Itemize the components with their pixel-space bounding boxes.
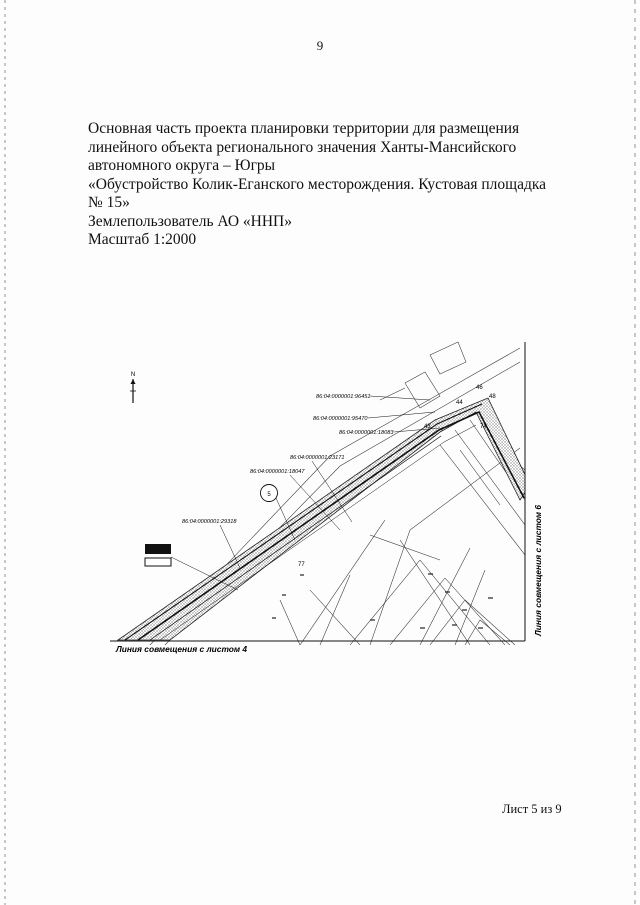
heading-line: автономного округа – Югры bbox=[88, 157, 276, 174]
heading-line: линейного объекта регионального значения Ханты-Мансийского bbox=[88, 138, 517, 156]
heading-line: № 15» bbox=[88, 194, 130, 211]
point-label: 77 bbox=[298, 562, 305, 568]
north-arrow-icon bbox=[130, 372, 136, 403]
match-line-right-label: Линия совмещения с листом 6 bbox=[533, 504, 543, 636]
parcel-label: 86:04:0000001:18083 bbox=[339, 430, 394, 436]
parcel-label: 86:04:0000001:96451 bbox=[316, 394, 371, 400]
point-label: 48 bbox=[489, 394, 496, 400]
scale-line: Масштаб 1:2000 bbox=[88, 231, 197, 248]
heading-line: Основная часть проекта планировки территории для размещения bbox=[88, 120, 520, 137]
parcel-label: 86:04:0000001:95470 bbox=[313, 416, 368, 422]
parcel-label: 86:04:0000001:18047 bbox=[250, 469, 305, 475]
point-label: 46 bbox=[476, 385, 483, 391]
parcel-label: 86:04:0000001:23171 bbox=[290, 455, 345, 461]
parcel-label: 86:04:0000001:29318 bbox=[182, 519, 237, 525]
heading-line: «Обустройство Колик-Еганского месторождения. Кустовая площадка bbox=[88, 175, 547, 193]
north-label: N bbox=[130, 372, 136, 378]
page-number: 9 bbox=[316, 38, 324, 53]
sheet-number-label: Лист 5 из 9 bbox=[502, 802, 562, 816]
match-line-bottom-label: Линия совмещения с листом 4 bbox=[116, 644, 248, 654]
zone-number: 5 bbox=[267, 492, 271, 498]
point-label: 43 bbox=[424, 424, 431, 430]
point-label: 74 bbox=[480, 424, 487, 430]
heading-line: Землепользователь АО «ННП» bbox=[88, 212, 292, 230]
boundary-ticks bbox=[272, 574, 493, 628]
point-label: 44 bbox=[456, 400, 463, 406]
